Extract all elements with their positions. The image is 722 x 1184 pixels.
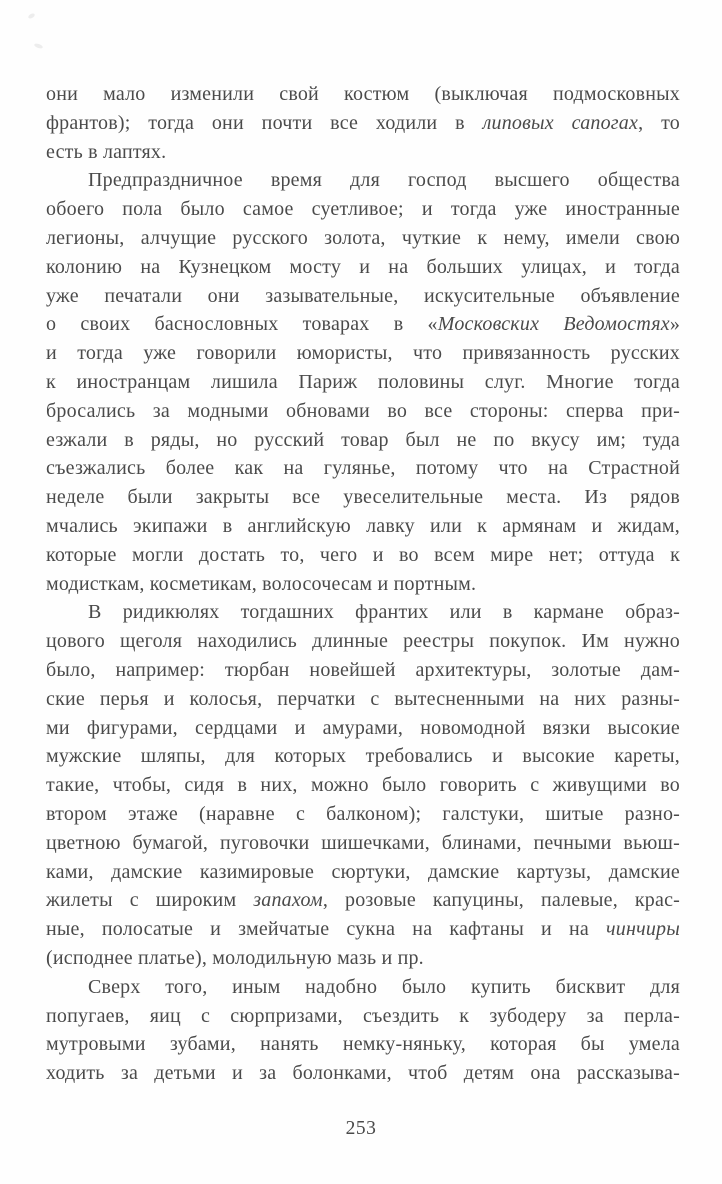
text-line: есть в лаптях. <box>46 140 167 163</box>
text-line: ми фигурами, сердцами и амурами, новомодной вязки высокие <box>46 716 680 739</box>
text-line: мутровыми зубами, нанять немку-няньку, которая бы умела <box>46 1033 680 1056</box>
text-line: В ридикюлях тогдашних франтих или в кармане образ- <box>88 601 680 624</box>
text-line: модисткам, косметикам, волосочесам и портным. <box>46 572 477 595</box>
text-line: цового щеголя находились длинные реестры покупок. Им нужно <box>46 630 680 653</box>
text-line: ные, полосатые и змейчатые сукна на кафтаны и на чинчиры <box>46 918 680 941</box>
text-line: которые могли достать то, чего и во всем мире нет; оттуда к <box>46 543 680 566</box>
page-number: 253 <box>345 1118 377 1139</box>
text-line: к иностранцам лишила Париж половины слуг. Многие тогда <box>46 370 680 393</box>
text-block <box>46 80 680 1088</box>
text-line: съезжались более как на гулянье, потому что на Страстной <box>46 457 680 480</box>
text-line: о своих баснословных товарах в «Московских Ведомостях» <box>46 313 681 336</box>
scan-speck <box>27 13 35 20</box>
text-line: легионы, алчущие русского золота, чуткие к нему, имели свою <box>46 226 680 249</box>
text-line: втором этаже (наравне с балконом); галстуки, шитые разно- <box>46 802 680 825</box>
text-line: и тогда уже говорили юмористы, что привязанность русских <box>46 342 680 365</box>
text-line: уже печатали они зазывательные, искусительные объявление <box>46 284 680 307</box>
text-line: езжали в ряды, но русский товар был не по вкусу им; туда <box>46 428 680 451</box>
scan-speck <box>34 43 44 50</box>
text-line: колонию на Кузнецком мосту и на больших улицах, и тогда <box>46 255 680 278</box>
text-line: ходить за детьми и за болонками, чтоб детям она рассказыва- <box>46 1062 680 1085</box>
text-line: было, например: тюрбан новейшей архитектуры, золотые дам- <box>46 658 680 681</box>
text-line: (исподнее платье), молодильную мазь и пр. <box>46 946 424 969</box>
text-line: цветною бумагой, пуговочки шишечками, блинами, печными вьюш- <box>46 831 680 854</box>
text-line: мужские шляпы, для которых требовались и высокие кареты, <box>46 745 680 768</box>
text-line: Сверх того, иным надобно было купить бисквит для <box>88 975 680 998</box>
text-line: попугаев, яиц с сюрпризами, съездить к зубодеру за перла- <box>46 1004 680 1027</box>
text-line: ские перья и колосья, перчатки с вытесненными на них разны- <box>46 687 680 710</box>
text-line: мчались экипажи в английскую лавку или к армянам и жидам, <box>46 514 680 537</box>
text-line: ками, дамские казимировые сюртуки, дамские картузы, дамские <box>46 860 680 883</box>
paragraph <box>46 166 680 598</box>
paragraph <box>46 598 680 972</box>
text-line: неделе были закрыты все увеселительные места. Из рядов <box>46 486 680 509</box>
text-line: жилеты с широким запахом, розовые капуцины, палевые, крас- <box>46 889 681 912</box>
text-line: франтов); тогда они почти все ходили в липовых сапогах, то <box>46 111 680 134</box>
text-line: обоего пола было самое суетливое; и тогда уже иностранные <box>46 198 680 221</box>
text-line: Предпраздничное время для господ высшего общества <box>88 169 680 192</box>
text-line: бросались за модными обновами во все стороны: сперва при- <box>46 399 680 422</box>
text-line: такие, чтобы, сидя в них, можно было говорить с живущими во <box>46 774 680 797</box>
paragraph <box>46 973 680 1088</box>
paragraph <box>46 80 680 166</box>
text-line: они мало изменили свой костюм (выключая подмосковных <box>46 83 680 105</box>
